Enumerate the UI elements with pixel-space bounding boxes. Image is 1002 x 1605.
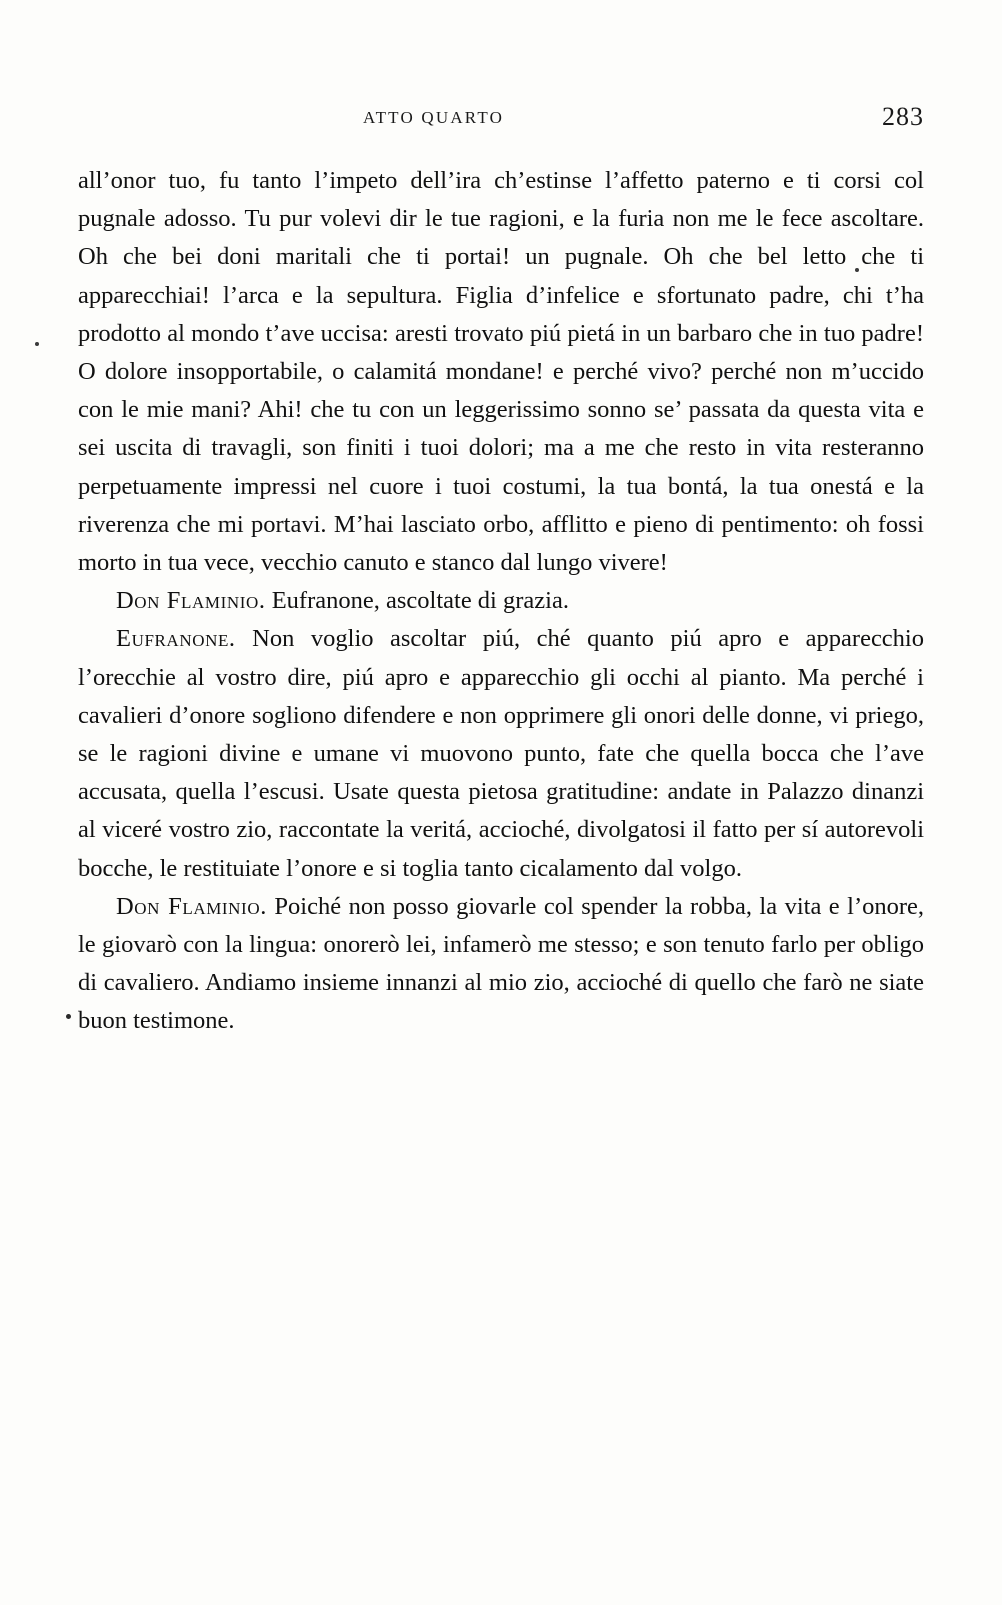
paragraph-text: Non voglio ascoltar piú, ché quanto piú apro e apparecchio l’orecchie al vostro dire, piú apro e apparecchio gli occhi al pianto. Ma perché i cavalieri d’onore sogliono difendere e non opprimere gli onori delle donne, vi priego, se le ragioni divine e umane vi muovono punto, fate che quella bocca che l’ave accusata, quella l’escusi. Usate questa pietosa gratitudine: andate in Palazzo dinanzi al viceré vostro zio, raccontate la veritá, accioché, divolgatosi il fatto per sí autorevoli bocche, le restituiate l’onore e si toglia tanto cicalamento dal volgo. [78, 625, 924, 882]
speaker-label: Don Flaminio. [116, 587, 266, 615]
paragraph-text: all’onor tuo, fu tanto l’impeto dell’ira ch’estinse l’affetto paterno e ti corsi col pugnale adosso. Tu pur volevi dir le tue ragioni, e la furia non me le fece ascoltare. Oh che bei doni maritali che ti portai! un pugnale. Oh che bel letto che ti apparecchiai! l’arca e la sepultura. Figlia d’infelice e sfortunato padre, chi t’ha prodotto al mondo t’ave uccisa: aresti trovato piú pietá in un barbaro che in tuo padre! O dolore insopportabile, o calamitá mondane! e perché vivo? perché non m’uccido con le mie mani? Ahi! che tu con un leggerissimo sonno se’ passata da questa vita e sei uscita di travagli, son finiti i tuoi dolori; ma a me che resto in vita resteranno perpetuamente impressi nel cuore i tuoi costumi, la tua bontá, la tua onestá e la riverenza che mi portavi. M’hai lasciato orbo, afflitto e pieno di pentimento: oh fossi morto in tua vece, vecchio canuto e stanco dal lungo vivere! [78, 167, 924, 577]
speaker-label: Don Flaminio. [116, 892, 267, 920]
paragraph-text: Eufranone, ascoltate di grazia. [265, 587, 569, 615]
paragraph-text: Poiché non posso giovarle col spender la robba, la vita e l’onore, le giovarò con la lingua: onorerò lei, infamerò me stesso; e son tenuto farlo per obligo di cavaliero. Andiamo insieme innanzi al mio zio, accioché di quello che farò ne siate buon testimone. [78, 892, 925, 1035]
paragraph-lament [78, 162, 924, 582]
speaker-label: Eufranone. [116, 625, 236, 653]
page-header [78, 102, 924, 136]
paragraph-eufranone-reply [78, 620, 924, 887]
marginal-dot-icon [66, 1014, 71, 1019]
page-number: 283 [882, 102, 924, 131]
paragraph-don-flaminio-1 [78, 582, 924, 620]
paragraph-don-flaminio-2 [78, 888, 924, 1041]
page-body [78, 162, 924, 1041]
margin-speck-icon [35, 342, 39, 346]
running-title: ATTO QUARTO [363, 108, 505, 127]
